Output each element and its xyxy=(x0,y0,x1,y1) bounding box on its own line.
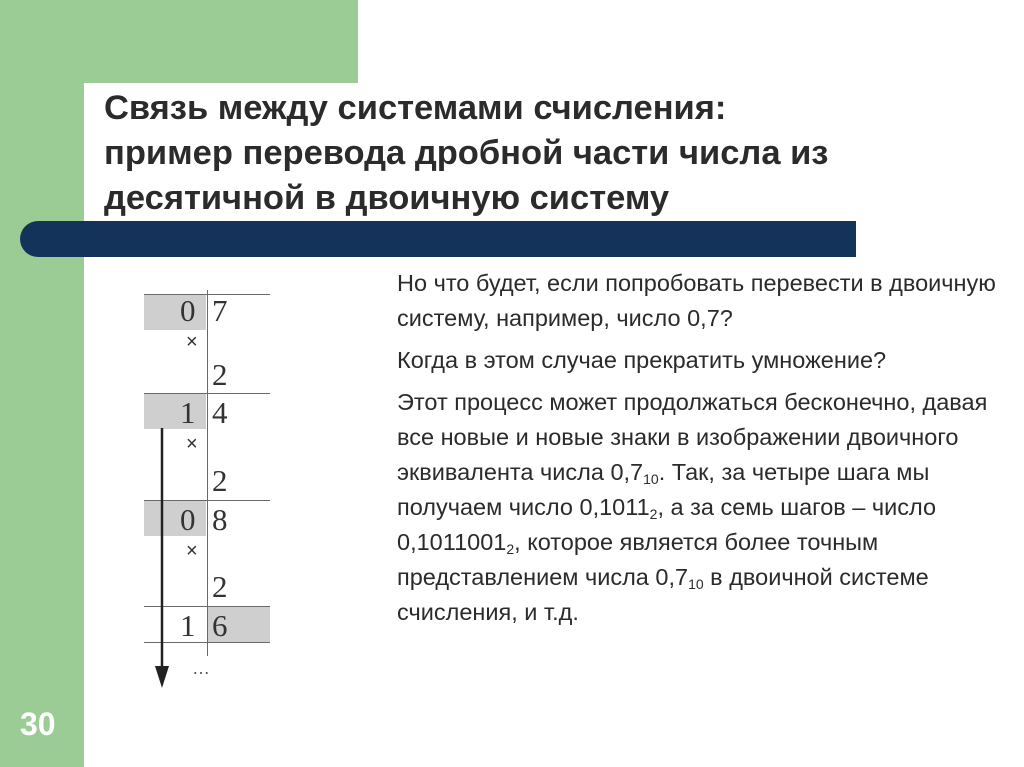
row4-frac: 6 xyxy=(212,608,228,643)
slide-title xyxy=(104,86,1004,221)
row3-frac: 8 xyxy=(212,502,228,537)
line-row2 xyxy=(144,393,270,394)
paragraph-2: Когда в этом случае прекратить умножение? xyxy=(397,347,887,373)
paragraph-1: Но что будет, если попробовать перевести в двоичную систему, например, число 0,7? xyxy=(397,270,996,331)
green-header-block xyxy=(84,0,358,83)
multiplier-3: 2 xyxy=(212,569,228,604)
p3-subscript-1: 10 xyxy=(643,471,659,487)
vertical-divider xyxy=(207,290,208,656)
paragraph-3 xyxy=(397,385,1017,630)
multiplier-1: 2 xyxy=(212,357,228,392)
row4-int: 1 xyxy=(180,608,196,643)
p3-text-a: Этот процесс может продолжаться бесконечно, давая все новые и новые знаки в изображении двоичного эквивалента числа 0,7 xyxy=(397,389,988,485)
multiplication-diagram xyxy=(140,290,280,700)
row1-int: 0 xyxy=(180,293,196,328)
p3-text-e: в двоичной системе счисления, и т.д. xyxy=(397,564,929,625)
p3-text-b: . Так, за четыре шага мы получаем число 0,1011 xyxy=(397,459,930,520)
title-line-2: пример перевода дробной части числа из xyxy=(104,134,829,172)
row2-int: 1 xyxy=(180,395,196,430)
title-line-3: десятичной в двоичную систему xyxy=(104,179,670,217)
row1-frac: 7 xyxy=(212,293,228,328)
title-underline-bar xyxy=(20,221,856,257)
p3-text-d: , которое является более точным представлением числа 0,7 xyxy=(397,529,879,590)
row2-frac: 4 xyxy=(212,395,228,430)
row2-int-shade xyxy=(144,393,206,429)
p3-subscript-4: 10 xyxy=(688,576,704,592)
p3-text-c: , а за семь шагов – число 0,1011001 xyxy=(397,494,937,555)
ellipsis: … xyxy=(192,658,210,678)
title-line-1: Связь между системами счисления: xyxy=(104,89,727,127)
green-sidebar xyxy=(0,0,84,767)
slide-body-text xyxy=(397,266,1017,637)
row3-int: 0 xyxy=(180,502,196,537)
line-top xyxy=(144,294,270,295)
times-sign-2: × xyxy=(186,433,198,455)
down-arrow-icon xyxy=(154,428,170,690)
p3-subscript-2: 2 xyxy=(649,506,658,522)
times-sign-3: × xyxy=(186,540,198,562)
slide-number: 30 xyxy=(20,706,56,742)
row1-int-shade xyxy=(144,294,206,330)
times-sign-1: × xyxy=(186,331,198,353)
multiplier-2: 2 xyxy=(212,463,228,498)
p3-subscript-3: 2 xyxy=(506,541,515,557)
